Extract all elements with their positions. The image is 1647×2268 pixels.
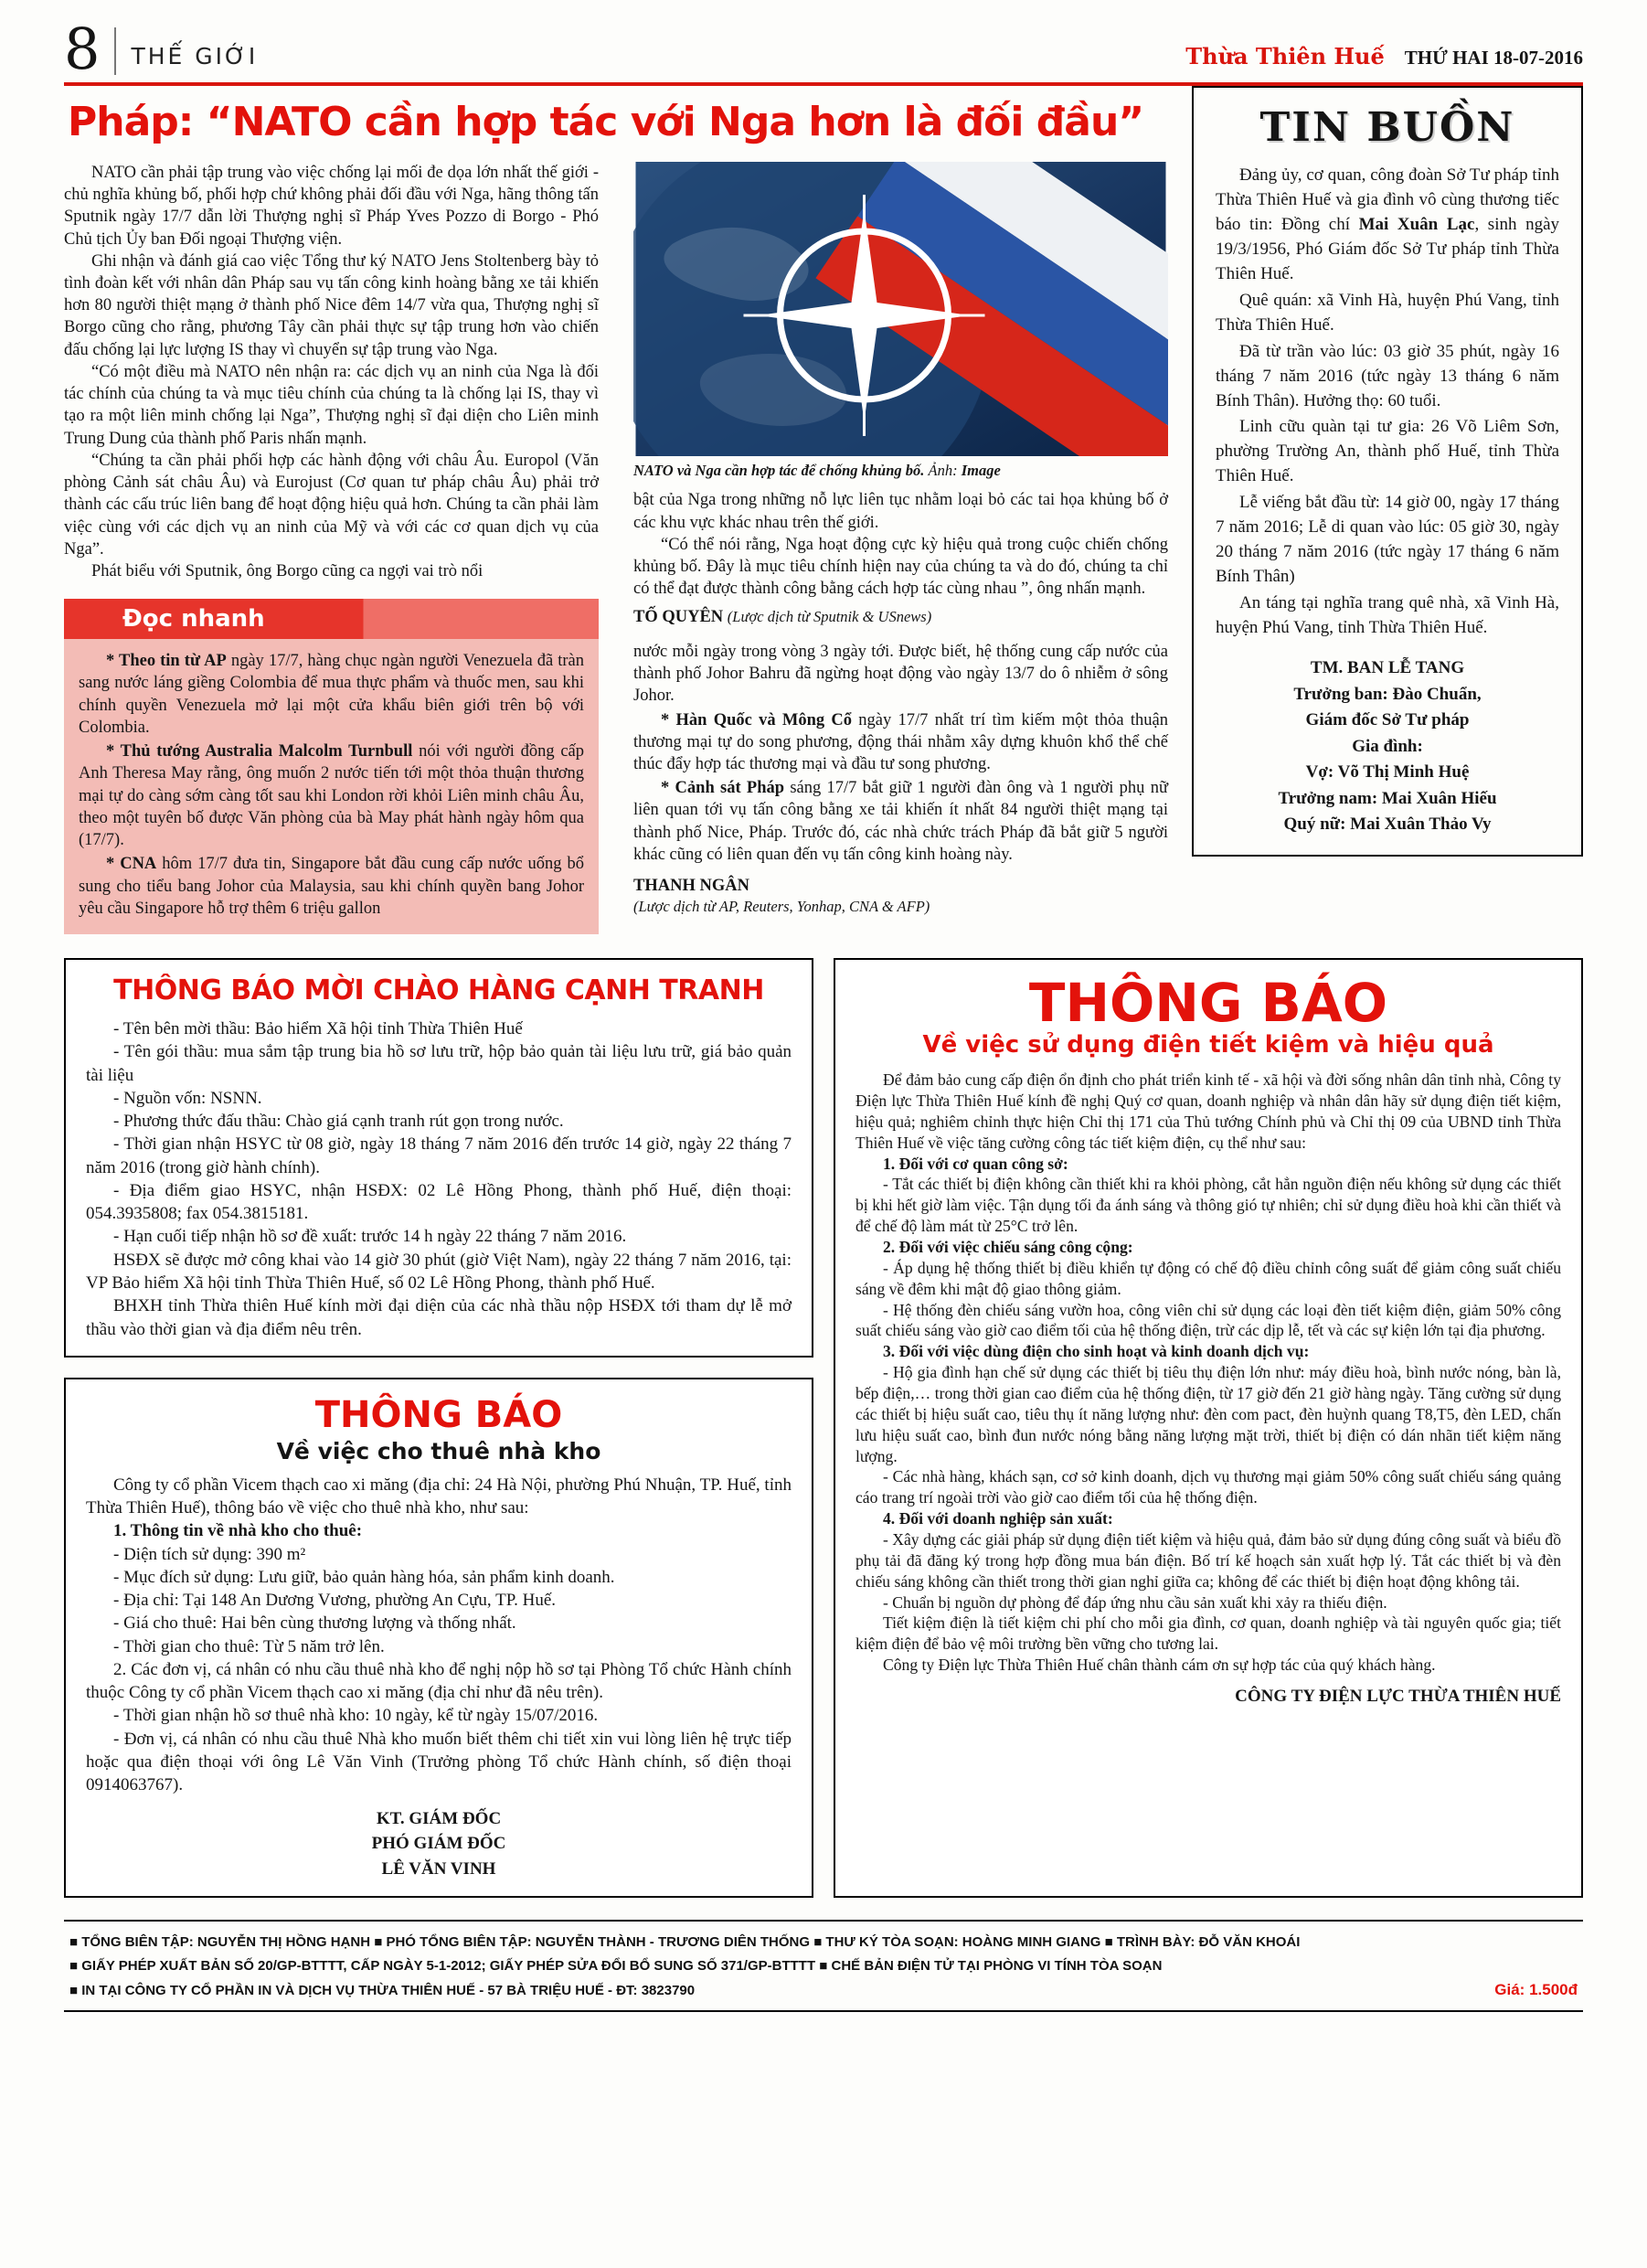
obituary-paragraph: Quê quán: xã Vinh Hà, huyện Phú Vang, tỉnh Thừa Thiên Huế.	[1216, 290, 1559, 335]
bid-notice-box	[64, 958, 813, 1358]
notice-heading: 4. Đối với doanh nghiệp sản xuất:	[883, 1509, 1113, 1528]
obituary-paragraph: Đã từ trần vào lúc: 03 giờ 35 phút, ngày 16 tháng 7 năm 2016 (tức ngày 13 tháng 6 năm Bính Thân). Hưởng thọ: 60 tuổi.	[1216, 341, 1559, 410]
notice-line: HSĐX sẽ được mở công khai vào 14 giờ 30 phút (giờ Việt Nam), ngày 22 tháng 7 năm 2016, tại: VP Bảo hiểm Xã hội tỉnh Thừa Thiên Huế, số 02 Lê Hồng Phong, thành phố Huế.	[86, 1250, 792, 1293]
obituary-paragraph: An táng tại nghĩa trang quê nhà, xã Vinh Hà, huyện Phú Vang, tỉnh Thừa Thiên Huế.	[1216, 593, 1559, 638]
article-figure	[633, 162, 1168, 481]
warehouse-notice-title: THÔNG BÁO	[314, 1393, 563, 1436]
power-notice-box	[834, 958, 1583, 1898]
notice-line: Công ty cổ phần Vicem thạch cao xi măng (địa chỉ: 24 Hà Nội, phường Phú Nhuận, TP. Huế, tỉnh Thừa Thiên Huế), thông báo về việc cho thuê nhà kho, như sau:	[86, 1475, 792, 1518]
power-notice-subtitle: Về việc sử dụng điện tiết kiệm và hiệu quả	[922, 1031, 1494, 1059]
news-brief-item: * Hàn Quốc và Mông Cổ ngày 17/7 nhất trí tìm kiếm một thỏa thuận thương mại tự do song phương, động thái nhằm xây dựng khuôn khổ thể chế thúc đẩy hợp tác thương mại và đầu tư song phương.	[633, 710, 1168, 773]
notice-line: - Tên gói thầu: mua sắm tập trung bia hồ sơ lưu trữ, hộp bảo quản tài liệu lưu trữ, giá bảo quản tài liệu	[86, 1042, 792, 1085]
notice-line: - Địa điểm giao HSYC, nhận HSĐX: 02 Lê Hồng Phong, thành phố Huế, điện thoại: 054.3935808; fax 054.3815181.	[86, 1180, 792, 1224]
doc-nhanh-ribbon: Đọc nhanh	[64, 599, 599, 639]
power-notice-title: THÔNG BÁO	[1028, 972, 1388, 1035]
main-article	[64, 86, 1168, 934]
notice-line: - Diện tích sử dụng: 390 m²	[113, 1544, 306, 1564]
notice-line: - Tắt các thiết bị điện không cần thiết khi ra khỏi phòng, cắt hẳn nguồn điện nếu không sử dụng các thiết bị khi hết giờ làm việc. Tận dụng tối đa ánh sáng và thông gió tự nhiên; chỉ sử dụng điều hoà khi cần thiết và để chế độ làm mát từ 25°C trở lên.	[855, 1175, 1561, 1236]
news-brief-item: * Theo tin từ AP ngày 17/7, hàng chục ngàn người Venezuela đã tràn sang nước láng giềng Colombia để mua thực phẩm và thuốc men, sau khi chính quyền Venezuela mở lại một cửa khẩu biên giới trên bộ với Colombia.	[79, 652, 585, 737]
news-brief-item: nước mỗi ngày trong vòng 3 ngày tới. Được biết, hệ thống cung cấp nước của thành phố Johor Bahru đã ngừng hoạt động vào ngày 13/7 do ô nhiễm ở sông Johor.	[633, 642, 1168, 706]
notice-line: - Đơn vị, cá nhân có nhu cầu thuê Nhà kho muốn biết thêm chi tiết xin vui lòng liên hệ trực tiếp hoặc qua điện thoại với ông Lê Văn Vinh (Trưởng phòng Tổ chức Hành chính, số điện thoại 0914063767).	[86, 1729, 792, 1795]
article-paragraph: bật của Nga trong những nỗ lực liên tục nhằm loại bỏ các tai họa khủng bố ở các khu vực khác nhau trên thế giới.	[633, 491, 1168, 532]
obituary-paragraph: Đảng ủy, cơ quan, công đoàn Sở Tư pháp tỉnh Thừa Thiên Huế và gia đình vô cùng thương tiếc báo tin: Đồng chí Mai Xuân Lạc, sinh ngày 19/3/1956, Phó Giám đốc Sở Tư pháp tỉnh Thừa Thiên Huế.	[1216, 165, 1559, 283]
power-notice-signature: CÔNG TY ĐIỆN LỰC THỪA THIÊN HUẾ	[1235, 1686, 1561, 1706]
article-paragraph: “Có thể nói rằng, Nga hoạt động cực kỳ hiệu quả trong cuộc chiến chống khủng bố. Đây là mục tiêu chính hiện nay của chúng ta và do đó, chúng ta chỉ có thể đạt được thành công bằng cách hợp tác cùng nhau ”, ông nhấn mạnh.	[633, 535, 1168, 599]
notice-line: 2. Các đơn vị, cá nhân có nhu cầu thuê nhà kho để nghị nộp hồ sơ tại Phòng Tổ chức Hành chính thuộc Công ty cổ phần Vicem thạch cao xi măng (địa chỉ như đã nêu trên).	[86, 1659, 792, 1703]
notice-line: - Chuẩn bị nguồn dự phòng để đáp ứng nhu cầu sản xuất khi xảy ra thiếu điện.	[883, 1592, 1387, 1612]
nato-russia-image	[633, 162, 1168, 456]
article-paragraph: NATO cần phải tập trung vào việc chống lại mối đe dọa lớn nhất thế giới - chủ nghĩa khủng bố, phối hợp chứ không phải đối đầu với Nga, hãng thông tấn Sputnik ngày 17/7 dẫn lời Thượng nghị sĩ Pháp Yves Pozzo di Borgo - Phó Chủ tịch Ủy ban Đối ngoại Thượng viện.	[64, 163, 599, 249]
notice-line: - Hệ thống đèn chiếu sáng vườn hoa, công viên chỉ sử dụng các loại đèn tiết kiệm điện, giảm 50% công suất chiếu sáng vào giờ cao điểm tối của hệ thống điện, trừ các dịp lễ, tết và các sự kiện lớn tại địa phương.	[855, 1300, 1561, 1340]
notice-line: - Thời gian nhận hồ sơ thuê nhà kho: 10 ngày, kể từ ngày 15/07/2016.	[113, 1706, 599, 1726]
issue-date: THỨ HAI 18-07-2016	[1404, 46, 1583, 69]
notice-line: - Thời gian cho thuê: Từ 5 năm trở lên.	[113, 1636, 385, 1656]
notice-line: Công ty Điện lực Thừa Thiên Huế chân thành cám ơn sự hợp tác của quý khách hàng.	[883, 1656, 1436, 1675]
article-paragraph: Phát biểu với Sputnik, ông Borgo cũng ca ngợi vai trò nổi	[91, 562, 483, 581]
bid-notice-title: THÔNG BÁO MỜI CHÀO HÀNG CẠNH TRANH	[113, 974, 764, 1007]
notice-line: - Hộ gia đình hạn chế sử dụng các thiết bị tiêu thụ điện lớn như: máy điều hoà, bình nước nóng, bàn là, bếp điện,… trong thời gian cao điểm của hệ thống điện, từ 17 giờ đến 21 giờ hàng ngày. Tăng cường sử dụng các thiết bị hiệu suất cao, tiêu thụ ít năng lượng như: đèn com pact, đèn huỳnh quang T8,T5, đèn LED, chấn lưu hiệu suất cao, bình đun nước nóng bằng năng lượng mặt trời, thiết bị điện có dán nhãn tiết kiệm năng lượng.	[855, 1363, 1561, 1465]
paper-name: Thừa Thiên Huế	[1185, 42, 1385, 69]
notice-heading: 1. Đối với cơ quan công sở:	[883, 1154, 1068, 1173]
notice-line: - Hạn cuối tiếp nhận hồ sơ đề xuất: trước 14 h ngày 22 tháng 7 năm 2016.	[113, 1227, 627, 1247]
imprint-line: ■ IN TẠI CÔNG TY CỔ PHẦN IN VÀ DỊCH VỤ THỪA THIÊN HUẾ - 57 BÀ TRIỆU HUẾ - ĐT: 3823790	[69, 1982, 696, 1998]
notice-line: Tiết kiệm điện là tiết kiệm chi phí cho mỗi gia đình, cơ quan, doanh nghiệp và tài nguyên quốc gia; tiết kiệm điện để bảo vệ môi trường bền vững cho tương lai.	[855, 1613, 1561, 1654]
section-title: THẾ GIỚI	[131, 42, 259, 69]
warehouse-notice-box	[64, 1378, 813, 1898]
notice-line: Để đảm bảo cung cấp điện ổn định cho phát triển kinh tế - xã hội và đời sống nhân dân tỉnh nhà, Công ty Điện lực Thừa Thiên Huế kính đề nghị Quý cơ quan, doanh nghiệp và nhân dân hãy sử dụng điện tiết kiệm, hiệu quả; nghiêm chỉnh thực hiện Chỉ thị 171 của Thủ tướng Chính phủ và Chỉ thị 09 của UBND tỉnh Thừa Thiên Huế về việc tăng cường công tác tiết kiệm điện, cụ thể như sau:	[855, 1070, 1561, 1152]
notice-line: - Áp dụng hệ thống thiết bị điều khiển tự động có chế độ điều chỉnh công suất để giảm công suất chiếu sáng về đêm khi mật độ giao thông giảm.	[855, 1258, 1561, 1298]
notice-line: 1. Thông tin về nhà kho cho thuê:	[113, 1521, 363, 1541]
notice-heading: 3. Đối với việc dùng điện cho sinh hoạt và kinh doanh dịch vụ:	[883, 1342, 1310, 1361]
imprint-footer	[64, 1920, 1583, 2012]
price-label: Giá: 1.500đ	[1494, 1980, 1578, 1998]
doc-nhanh-box	[64, 599, 599, 934]
obituary-paragraph: Linh cữu quàn tại tư gia: 26 Võ Liêm Sơn, phường Trường An, thành phố Huế, tỉnh Thừa Thiên Huế.	[1216, 417, 1559, 486]
article-paragraph: “Chúng ta cần phải phối hợp các hành động với châu Âu. Europol (Văn phòng Cảnh sát châu Âu) và Eurojust (Cơ quan tư pháp châu Âu) phải trở thành các cấu trúc liên bang để hoạt động hiệu quả hơn. Chúng ta cần phải làm việc cùng với các dịch vụ an ninh của Mỹ và với các cơ quan dịch vụ của Nga”.	[64, 451, 599, 559]
imprint-line: ■ GIẤY PHÉP XUẤT BẢN SỐ 20/GP-BTTTT, CẤP NGÀY 5-1-2012; GIẤY PHÉP SỬA ĐỔI BỔ SUNG SỐ 371/GP-BTTTT ■ CHẾ BẢN ĐIỆN TỬ TẠI PHÒNG VI TÍNH TÒA SOẠN	[69, 1958, 1163, 1975]
briefs-byline: THANH NGÂN (Lược dịch từ AP, Reuters, Yonhap, CNA & AFP)	[633, 877, 930, 916]
article-byline: TỐ QUYÊN (Lược dịch từ Sputnik & USnews)	[633, 607, 932, 626]
article-paragraph: Ghi nhận và đánh giá cao việc Tổng thư ký NATO Jens Stoltenberg bày tỏ tình đoàn kết với nhân dân Pháp sau vụ tấn công kinh hoàng bằng xe tải khiến hơn 80 người thiệt mạng ở thành phố Nice đêm 14/7 vừa qua, Thượng nghị sĩ Borgo cũng cho rằng, phương Tây cần phải thực sự tập trung hơn vào chiến đấu chống lại lực lượng IS thay vì chuyển sự tập trung vào Nga.	[64, 251, 599, 359]
masthead-divider	[114, 27, 116, 75]
news-brief-item: * Cảnh sát Pháp sáng 17/7 bắt giữ 1 người đàn ông và 1 người phụ nữ liên quan tới vụ tấn công bằng xe tải khiến ít nhất 84 người thiệt mạng tại thành phố Nice, Pháp. Trước đó, các nhà chức trách Pháp đã bắt giữ 5 người khác cũng có liên quan đến vụ tấn công kinh hoàng này.	[633, 779, 1168, 864]
article-column-right	[633, 162, 1168, 934]
warehouse-notice-signature: KT. GIÁM ĐỐC PHÓ GIÁM ĐỐC LÊ VĂN VINH	[371, 1808, 506, 1879]
bottom-left-column	[64, 958, 813, 1898]
notice-line: - Mục đích sử dụng: Lưu giữ, bảo quản hàng hóa, sản phẩm kinh doanh.	[113, 1567, 615, 1587]
notice-line: - Địa chỉ: Tại 148 An Dương Vương, phường An Cựu, TP. Huế.	[113, 1591, 557, 1611]
masthead	[64, 16, 1583, 82]
article-column-left	[64, 162, 599, 934]
notice-line: - Thời gian nhận HSYC từ 08 giờ, ngày 18 tháng 7 năm 2016 đến trước 14 giờ, ngày 22 tháng 7 năm 2016 (trong giờ hành chính).	[86, 1134, 792, 1177]
news-brief-item: * Thủ tướng Australia Malcolm Turnbull nói với người đồng cấp Anh Theresa May rằng, ông muốn 2 nước tiến tới một thỏa thuận thương mại tự do càng sớm càng tốt sau khi London rời khỏi Liên minh châu Âu, theo một tuyên bố được Văn phòng của bà May phát hành ngày hôm qua (17/7).	[79, 742, 584, 850]
warehouse-notice-subtitle: Về việc cho thuê nhà kho	[276, 1437, 601, 1464]
notice-line: - Nguồn vốn: NSNN.	[113, 1088, 262, 1108]
notice-line: BHXH tỉnh Thừa thiên Huế kính mời đại diện của các nhà thầu nộp HSĐX tới tham dự lễ mở thầu vào thời gian và địa điểm nêu trên.	[86, 1296, 792, 1339]
imprint-line: ■ TỔNG BIÊN TẬP: NGUYỄN THỊ HỒNG HẠNH ■ PHÓ TỔNG BIÊN TẬP: NGUYỄN THÀNH - TRƯƠNG DIÊN THỐNG ■ THƯ KÝ TÒA SOẠN: HOÀNG MINH GIANG ■ TRÌNH BÀY: ĐỖ VĂN KHOÁI	[69, 1934, 1301, 1951]
obituary-title: TIN BUỒN	[1259, 103, 1515, 151]
notice-line: - Giá cho thuê: Hai bên cùng thương lượng và thống nhất.	[113, 1613, 516, 1634]
news-brief-item: * CNA hôm 17/7 đưa tin, Singapore bắt đầu cung cấp nước uống bổ sung cho tiểu bang Johor của Malaysia, sau khi chính quyền bang Johor yêu cầu Singapore hỗ trợ thêm 6 triệu gallon	[79, 855, 584, 918]
notice-line: - Tên bên mời thầu: Bảo hiểm Xã hội tỉnh Thừa Thiên Huế	[113, 1019, 523, 1039]
obituary-paragraph: Lễ viếng bắt đầu từ: 14 giờ 00, ngày 17 tháng 7 năm 2016; Lễ di quan vào lúc: 05 giờ 30, ngày 20 tháng 7 năm 2016 (tức ngày 17 tháng 6 năm Bính Thân)	[1216, 493, 1559, 587]
article-headline: Pháp: “NATO cần hợp tác với Nga hơn là đối đầu”	[68, 98, 1144, 145]
article-paragraph: “Có một điều mà NATO nên nhận ra: các dịch vụ an ninh của Nga là đối tác chính của chúng ta và mục tiêu chính của chúng ta là chống lại IS, thay vì tạo ra một liên minh chống lại Nga”, Thượng nghị sĩ đại diện cho Liên minh Trung Dung của thành phố Paris nhấn mạnh.	[64, 362, 599, 448]
page-number: 8	[64, 16, 101, 82]
obituary-box	[1192, 86, 1583, 857]
notice-line: - Xây dựng các giải pháp sử dụng điện tiết kiệm và hiệu quả, đảm bảo sử dụng đúng công suất và biểu đồ phụ tải đã đăng ký trong hợp đồng mua bán điện. Bố trí kế hoạch sản xuất hợp lý. Tắt các thiết bị và đèn chiếu sáng không cần thiết trong thời gian nghỉ giữa ca; không để các thiết bị điện hoạt động không tải.	[855, 1529, 1561, 1591]
deceased-name: Mai Xuân Lạc	[1358, 214, 1475, 234]
notice-line: - Các nhà hàng, khách sạn, cơ sở kinh doanh, dịch vụ thương mại giảm 50% công suất chiếu sáng quảng cáo trang trí ngoài trời vào giờ cao điểm tối của hệ thống điện.	[855, 1467, 1561, 1507]
obituary-signature: TM. BAN LỄ TANG Trưởng ban: Đào Chuẩn, Giám đốc Sở Tư pháp Gia đình: Vợ: Võ Thị Minh Huệ Trưởng nam: Mai Xuân Hiếu Quý nữ: Mai Xuân Thảo Vy	[1278, 658, 1497, 835]
notice-line: - Phương thức đấu thầu: Chào giá cạnh tranh rút gọn trong nước.	[113, 1112, 564, 1132]
image-caption: NATO và Nga cần hợp tác để chống khủng bố. Ảnh: Image	[633, 461, 1001, 479]
notice-heading: 2. Đối với việc chiếu sáng công cộng:	[883, 1237, 1133, 1256]
